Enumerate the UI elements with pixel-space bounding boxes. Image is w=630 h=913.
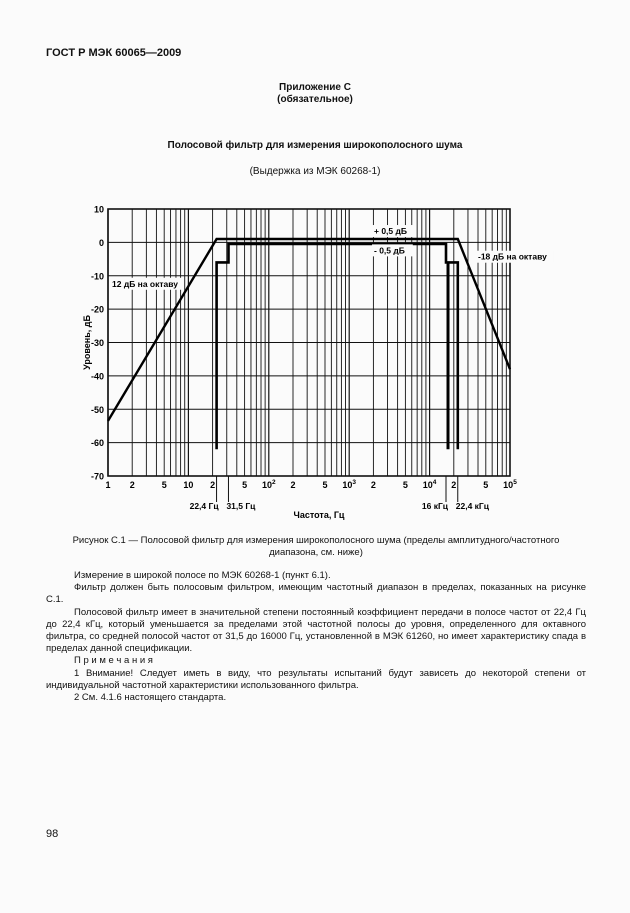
x-tick-exponent: 4 [432,479,437,486]
x-tick-label: 1 [105,480,111,490]
chart-labels [82,205,554,521]
x-tick-label: 5 [402,480,408,490]
standard-header: ГОСТ Р МЭК 60065—2009 [46,47,182,59]
y-tick-label: -60 [90,438,104,449]
paragraph-2: Фильтр должен быть полосовым фильтром, имеющим частотный диапазон в пределах, показанных на рисунке С.1. [46,582,586,606]
x-tick-label: 5 [242,480,248,490]
x-tick-label: 5 [322,480,328,490]
y-tick-label: 0 [98,237,104,248]
x-tick-label: $10^5$ [503,479,517,490]
marker-label: 16 кГц [421,501,449,511]
y-tick-label: -70 [90,471,104,482]
marker-label: 22,4 кГц [455,501,489,511]
y-tick-label: 10 [93,204,104,215]
chart-grid [108,209,510,476]
x-tick-label: 2 [210,480,216,490]
series-upper-limit [108,239,510,421]
x-tick-label: $10^2$ [261,479,276,490]
chart-series [108,239,510,449]
y-tick-label: -30 [90,338,104,348]
x-tick-label: 10 [183,480,194,490]
appendix-title: Приложение С [279,82,351,93]
y-axis-title: Уровень, дБ [82,315,92,370]
left-slope-label: 12 дБ на октаву [112,278,178,289]
x-tick-label: 5 [483,480,489,490]
x-tick-label: $10^3$ [342,479,357,490]
plus-tolerance-label: + 0,5 дБ [374,226,408,237]
x-tick-label: 2 [290,480,296,490]
page-number: 98 [46,828,59,840]
x-tick-exponent: 2 [271,479,276,486]
figure-title: Полосовой фильтр для измерения широкополосного шума [167,140,463,151]
note-2: 2 См. 4.1.6 настоящего стандарта. [74,692,227,704]
y-tick-label: -20 [90,304,104,315]
appendix-heading [0,82,630,106]
right-slope-label: -18 дБ на октаву [478,251,547,262]
excerpt-note: (Выдержка из МЭК 60268-1) [249,166,381,177]
paragraph-1: Измерение в широкой полосе по МЭК 60268-1 (пункт 6.1). [74,570,331,581]
y-tick-label: -10 [90,271,104,282]
marker-label: 31,5 Гц [226,501,256,511]
appendix-status: (обязательное) [277,94,353,105]
x-tick-label: 2 [451,480,457,490]
note-1: 1 Внимание! Следует иметь в виду, что результаты испытаний будут зависеть до некоторой степени от индивидуальной частотной характеристики использованного фильтра. [46,667,586,691]
x-tick-label: 5 [161,480,167,490]
notes-heading: П р и м е ч а н и я [74,655,153,667]
figure-caption [46,535,586,559]
marker-label: 22,4 Гц [189,501,219,511]
caption-line-2: диапазона, см. ниже) [269,547,363,558]
paragraph-3: Полосовой фильтр имеет в значительной степени постоянный коэффициент передачи в полосе частот от 22,4 Гц до 22,4 кГц, который уменьшается за пределами этой частотной полосы до уровня, определенного для октавного фильтра, со средней полосой частот от 31,5 до 16000 Гц, установленной в МЭК 61260, но имеет характеристику спада в пределах данной спецификации. [46,606,586,655]
minus-tolerance-label: - 0,5 дБ [374,245,405,256]
x-tick-label: $10^4$ [422,479,437,490]
x-tick-label: 2 [129,480,135,490]
x-tick-exponent: 5 [513,479,517,486]
y-tick-label: -50 [90,404,104,415]
x-tick-exponent: 3 [352,479,357,486]
y-tick-label: -40 [90,371,104,382]
bandpass-filter-chart [0,195,630,530]
x-tick-label: 2 [370,480,376,490]
caption-line-1: Рисунок С.1 — Полосовой фильтр для измерения широкополосного шума (пределы амплитудного/частотного [72,535,560,546]
body-text [46,570,586,704]
x-axis-title: Частота, Гц [293,510,345,520]
